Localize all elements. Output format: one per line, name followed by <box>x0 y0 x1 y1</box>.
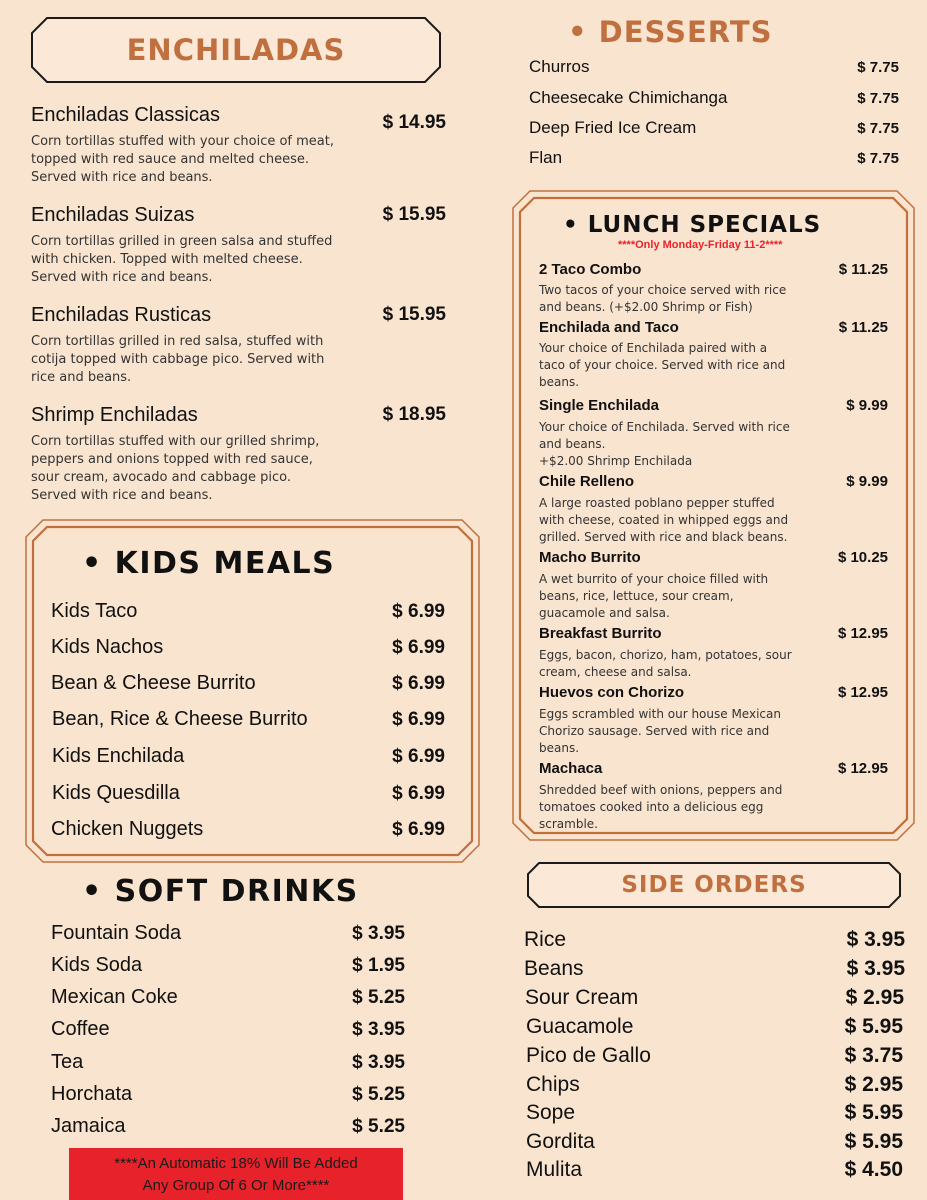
item-name: Tea <box>51 1051 84 1073</box>
item-description: Your choice of Enchilada. Served with rice and beans. <box>539 420 790 451</box>
item-name: Breakfast Burrito <box>539 625 662 642</box>
item-name: Enchilada and Taco <box>539 319 679 336</box>
item-name: Bean, Rice & Cheese Burrito <box>52 708 308 730</box>
item-name: Mexican Coke <box>51 986 178 1008</box>
item-description: Corn tortillas stuffed with our grilled shrimp, peppers and onions topped with red sauce, sour cream, avocado and cabbage pico. Served with rice and beans. <box>31 434 320 503</box>
list-item <box>51 672 445 695</box>
list-item <box>51 922 405 945</box>
item-name: Kids Taco <box>51 600 138 622</box>
item-name: Beans <box>524 957 584 980</box>
item-name: Enchiladas Classicas <box>31 104 220 126</box>
item-price: $ 18.95 <box>382 404 446 425</box>
item-name: Macho Burrito <box>539 549 641 566</box>
item-price: $ 3.95 <box>846 957 905 980</box>
lunch-specials-subtitle: ****Only Monday-Friday 11-2**** <box>618 239 783 251</box>
item-price: $ 6.99 <box>392 783 445 804</box>
item-price: $ 7.75 <box>857 120 899 137</box>
item-name: Deep Fried Ice Cream <box>529 118 697 137</box>
item-description: Corn tortillas stuffed with your choice of meat, topped with red sauce and melted cheese. Served with rice and beans. <box>31 134 334 185</box>
item-name: Cheesecake Chimichanga <box>529 88 728 107</box>
item-name: Chips <box>526 1073 580 1096</box>
list-item <box>526 1015 903 1039</box>
item-price: $ 9.99 <box>846 473 888 490</box>
desserts-title: • DESSERTS <box>568 15 773 49</box>
list-item <box>529 88 899 108</box>
item-name: Jamaica <box>51 1115 126 1137</box>
item-name: Flan <box>529 148 563 167</box>
item-name: Bean & Cheese Burrito <box>51 672 256 694</box>
enchiladas-banner <box>31 17 441 83</box>
list-item <box>51 636 445 659</box>
item-price: $ 3.95 <box>352 1052 405 1073</box>
item-name: Kids Enchilada <box>52 745 185 767</box>
notice-line-2: Any Group Of 6 Or More**** <box>142 1177 330 1194</box>
item-price: $ 5.25 <box>352 1084 405 1105</box>
item-name: Chile Relleno <box>539 473 635 490</box>
item-description: Eggs, bacon, chorizo, ham, potatoes, sour cream, cheese and salsa. <box>539 648 792 679</box>
item-price: $ 7.75 <box>857 90 899 107</box>
item-name: Shrimp Enchiladas <box>31 404 198 426</box>
item-price: $ 11.25 <box>838 261 888 278</box>
list-item <box>51 1018 405 1041</box>
item-name: Enchiladas Suizas <box>31 204 195 226</box>
item-name: Machaca <box>539 760 603 777</box>
gratuity-notice <box>69 1148 403 1200</box>
item-name: Kids Soda <box>51 954 143 976</box>
side-orders-banner <box>527 862 901 908</box>
item-price: $ 6.99 <box>392 637 445 658</box>
item-price: $ 2.95 <box>844 1073 903 1096</box>
item-price: $ 9.99 <box>846 397 888 414</box>
item-name: Chicken Nuggets <box>51 818 204 840</box>
list-item <box>51 818 445 841</box>
item-price: $ 12.95 <box>837 625 888 642</box>
item-price: $ 2.95 <box>845 986 904 1009</box>
item-name: Rice <box>524 928 567 951</box>
item-price: $ 6.99 <box>392 709 445 730</box>
list-item <box>526 1073 903 1097</box>
lunch-specials-title: • LUNCH SPECIALS <box>563 212 822 238</box>
soft-drinks-title: • SOFT DRINKS <box>82 874 359 909</box>
item-price: $ 3.95 <box>846 928 905 951</box>
item-price: $ 6.99 <box>392 746 445 767</box>
item-price: $ 7.75 <box>857 59 899 76</box>
item-price: $ 11.25 <box>838 319 888 336</box>
item-name: Fountain Soda <box>51 922 182 944</box>
item-price: $ 5.25 <box>352 987 405 1008</box>
item-price: $ 3.95 <box>352 923 405 944</box>
item-name: Kids Quesdilla <box>52 782 180 804</box>
item-price: $ 14.95 <box>382 112 446 133</box>
enchiladas-title: ENCHILADAS <box>126 33 346 67</box>
item-price: $ 3.75 <box>844 1044 903 1067</box>
item-price: $ 4.50 <box>844 1158 903 1181</box>
item-name: Mulita <box>526 1158 583 1181</box>
list-item <box>524 928 905 952</box>
item-description: A wet burrito of your choice filled with beans, rice, lettuce, sour cream, guacamole and salsa. <box>539 572 769 620</box>
item-price: $ 5.95 <box>844 1101 903 1124</box>
list-item <box>526 1044 903 1068</box>
list-item <box>51 1115 405 1138</box>
item-price: $ 10.25 <box>837 549 888 566</box>
item-price: $ 5.95 <box>844 1015 903 1038</box>
list-item <box>526 1158 903 1182</box>
list-item <box>51 1051 405 1074</box>
item-extra: +$2.00 Shrimp Enchilada <box>539 454 693 468</box>
side-orders-title: SIDE ORDERS <box>621 872 807 898</box>
item-name: Pico de Gallo <box>526 1044 651 1067</box>
list-item <box>52 708 445 731</box>
item-price: $ 15.95 <box>382 204 446 225</box>
list-item <box>525 986 904 1010</box>
item-description: Corn tortillas grilled in green salsa and stuffed with chicken. Topped with melted cheese. Served with rice and beans. <box>31 234 333 285</box>
list-item <box>524 957 905 981</box>
item-description: Two tacos of your choice served with rice and beans. (+$2.00 Shrimp or Fish) <box>539 283 787 314</box>
item-price: $ 5.25 <box>352 1116 405 1137</box>
list-item <box>52 782 445 805</box>
item-description: Corn tortillas grilled in red salsa, stuffed with cotija topped with cabbage pico. Served with rice and beans. <box>31 334 325 385</box>
list-item <box>51 1083 405 1106</box>
list-item <box>529 118 899 138</box>
item-name: 2 Taco Combo <box>539 261 642 278</box>
item-price: $ 3.95 <box>352 1019 405 1040</box>
list-item <box>52 745 445 768</box>
item-price: $ 15.95 <box>382 304 446 325</box>
item-name: Horchata <box>51 1083 133 1105</box>
list-item <box>51 600 445 623</box>
item-price: $ 7.75 <box>857 150 899 167</box>
item-description: A large roasted poblano pepper stuffed with cheese, coated in whipped eggs and grilled. Served with rice and black beans. <box>539 496 789 544</box>
item-name: Enchiladas Rusticas <box>31 304 212 326</box>
kids-meals-title: • KIDS MEALS <box>82 546 336 581</box>
list-item <box>526 1130 903 1154</box>
list-item <box>526 1101 903 1125</box>
item-price: $ 12.95 <box>837 684 888 701</box>
list-item <box>529 57 899 77</box>
item-name: Huevos con Chorizo <box>539 684 685 701</box>
item-name: Single Enchilada <box>539 397 660 414</box>
item-price: $ 12.95 <box>837 760 888 777</box>
item-price: $ 6.99 <box>392 819 445 840</box>
list-item <box>529 148 899 168</box>
item-name: Sour Cream <box>525 986 639 1009</box>
item-name: Kids Nachos <box>51 636 164 658</box>
item-description: Eggs scrambled with our house Mexican Chorizo sausage. Served with rice and beans. <box>539 707 781 755</box>
item-name: Gordita <box>526 1130 595 1153</box>
item-name: Coffee <box>51 1018 110 1040</box>
item-description: Shredded beef with onions, peppers and tomatoes cooked into a delicious egg scramble. <box>539 783 783 831</box>
item-name: Sope <box>526 1101 576 1124</box>
item-price: $ 6.99 <box>392 601 445 622</box>
item-name: Guacamole <box>526 1015 634 1038</box>
item-price: $ 5.95 <box>844 1130 903 1153</box>
item-name: Churros <box>529 57 590 76</box>
item-price: $ 6.99 <box>392 673 445 694</box>
item-price: $ 1.95 <box>352 955 405 976</box>
list-item <box>51 986 405 1009</box>
notice-line-1: ****An Automatic 18% Will Be Added <box>114 1155 358 1172</box>
list-item <box>51 954 405 977</box>
item-description: Your choice of Enchilada paired with a taco of your choice. Served with rice and beans. <box>539 341 786 389</box>
